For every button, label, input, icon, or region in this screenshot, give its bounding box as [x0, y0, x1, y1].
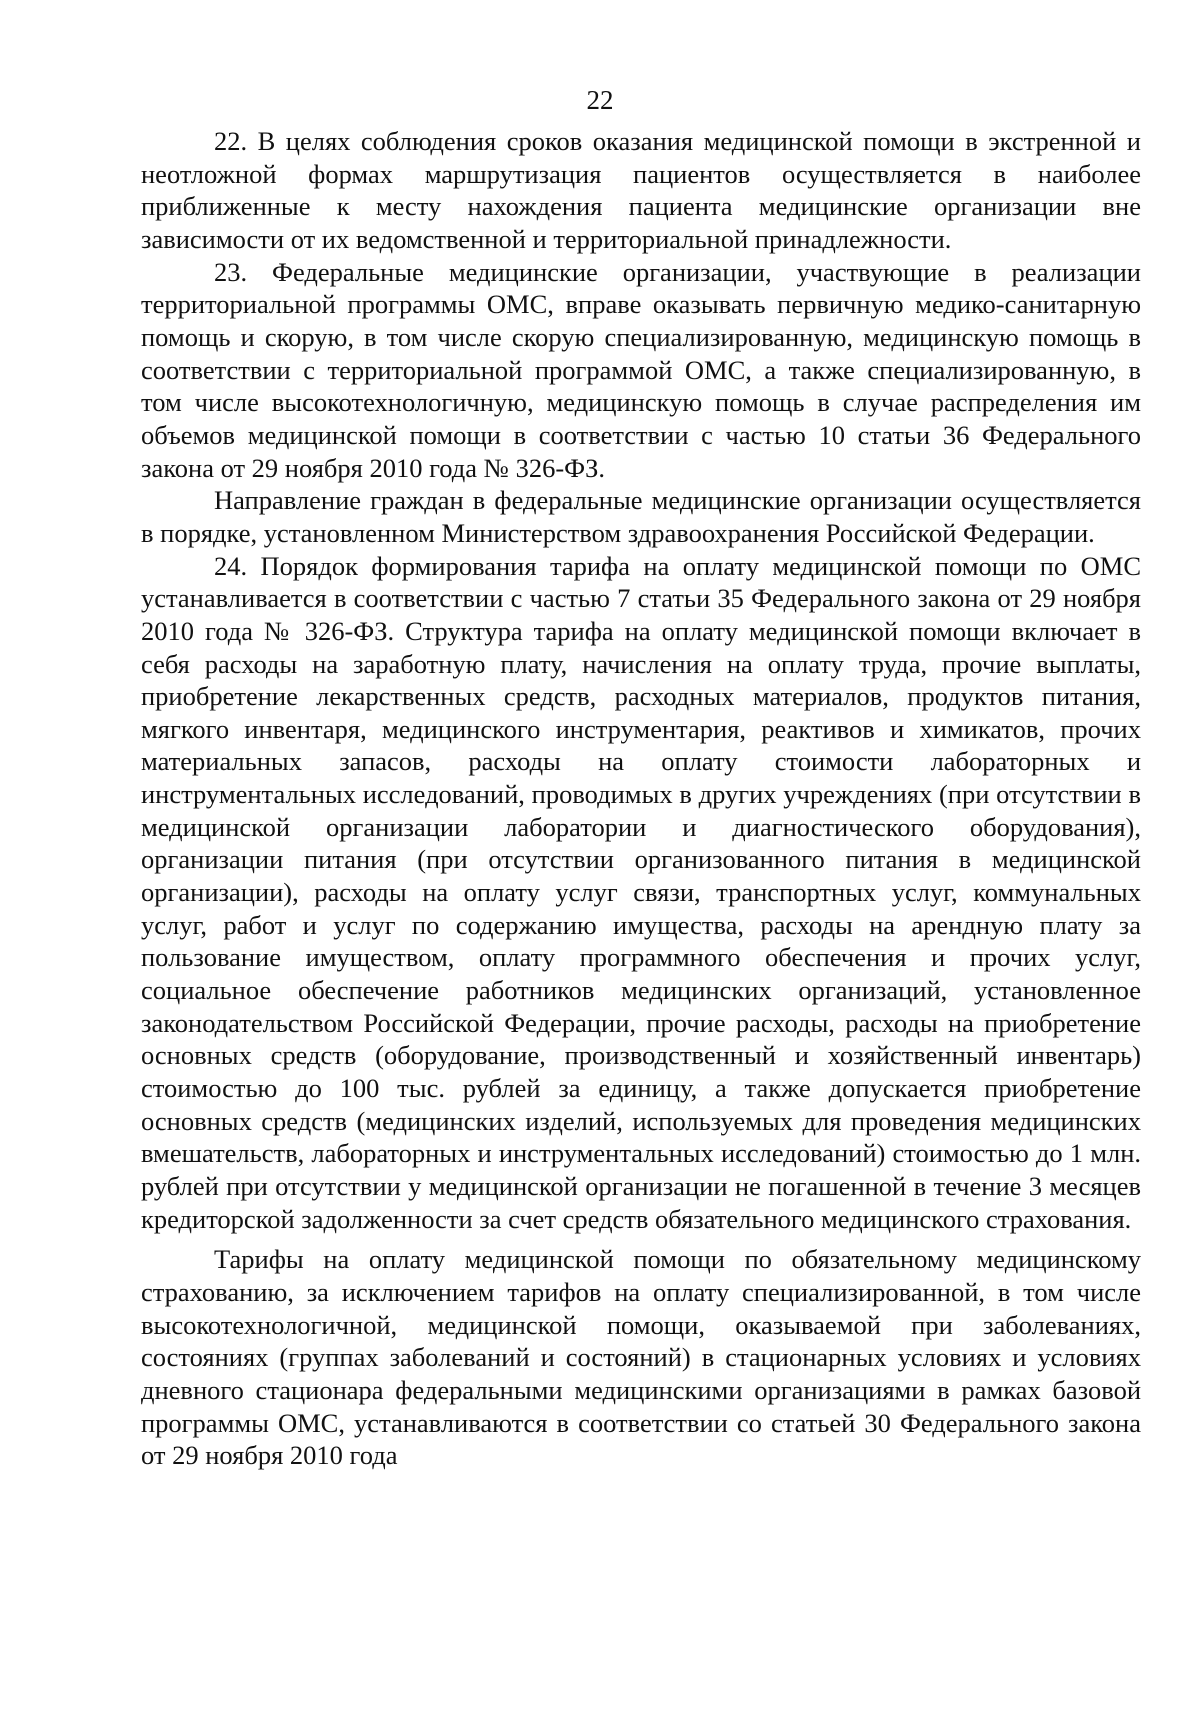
paragraph-22: 22. В целях соблюдения сроков оказания медицинской помощи в экстренной и неотложной формах маршрутизация пациентов осуществляется в наиболее приближенные к месту нахождения пациента медицинские организации вне зависимости от их ведомственной и территориальной принадлежности. — [141, 126, 1141, 254]
paragraph-24: 24. Порядок формирования тарифа на оплату медицинской помощи по ОМС устанавливается в соответствии с частью 7 статьи 35 Федерального закона от 29 ноября 2010 года № 326-ФЗ. Структура тарифа на оплату медицинской помощи включает в себя расходы на заработную плату, начисления на оплату труда, прочие выплаты, приобретение лекарственных средств, расходных материалов, продуктов питания, мягкого инвентаря, медицинского инструментария, реактивов и химикатов, прочих материальных запасов, расходы на оплату стоимости лабораторных и инструментальных исследований, проводимых в других учреждениях (при отсутствии в медицинской организации лаборатории и диагностического оборудования), организации питания (при отсутствии организованного питания в медицинской организации), расходы на оплату услуг связи, транспортных услуг, коммунальных услуг, работ и услуг по содержанию имущества, расходы на арендную плату за пользование имуществом, оплату программного обеспечения и прочих услуг, социальное обеспечение работников медицинских организаций, установленное законодательством Российской Федерации, прочие расходы, расходы на приобретение основных средств (оборудование, производственный и хозяйственный инвентарь) стоимостью до 100 тыс. рублей за единицу, а также допускается приобретение основных средств (медицинских изделий, используемых для проведения медицинских вмешательств, лабораторных и инструментальных исследований) стоимостью до 1 млн. рублей при отсутствии у медицинской организации не погашенной в течение 3 месяцев кредиторской задолженности за счет средств обязательного медицинского страхования. — [141, 550, 1141, 1234]
paragraph-23: 23. Федеральные медицинские организации, участвующие в реализации территориальной программы ОМС, вправе оказывать первичную медико-санитарную помощь и скорую, в том числе скорую специализированную, медицинскую помощь в соответствии с территориальной программой ОМС, а также специализированную, в том числе высокотехнологичную, медицинскую помощь в случае распределения им объемов медицинской помощи в соответствии с частью 10 статьи 36 Федерального закона от 29 ноября 2010 года № 326-ФЗ. — [141, 256, 1141, 483]
paragraph-23-direction: Направление граждан в федеральные медицинские организации осуществляется в порядке, установленном Министерством здравоохранения Российской Федерации. — [141, 485, 1141, 548]
page-number: 22 — [586, 85, 614, 115]
paragraph-24-tariffs: Тарифы на оплату медицинской помощи по обязательному медицинскому страхованию, за исключением тарифов на оплату специализированной, в том числе высокотехнологичной, медицинской помощи, оказываемой при заболеваниях, состояниях (группах заболеваний и состояний) в стационарных условиях и условиях дневного стационара федеральными медицинскими организациями в рамках базовой программы ОМС, устанавливаются в соответствии со статьей 30 Федерального закона от 29 ноября 2010 года — [141, 1244, 1141, 1471]
document-body — [141, 125, 1141, 1472]
